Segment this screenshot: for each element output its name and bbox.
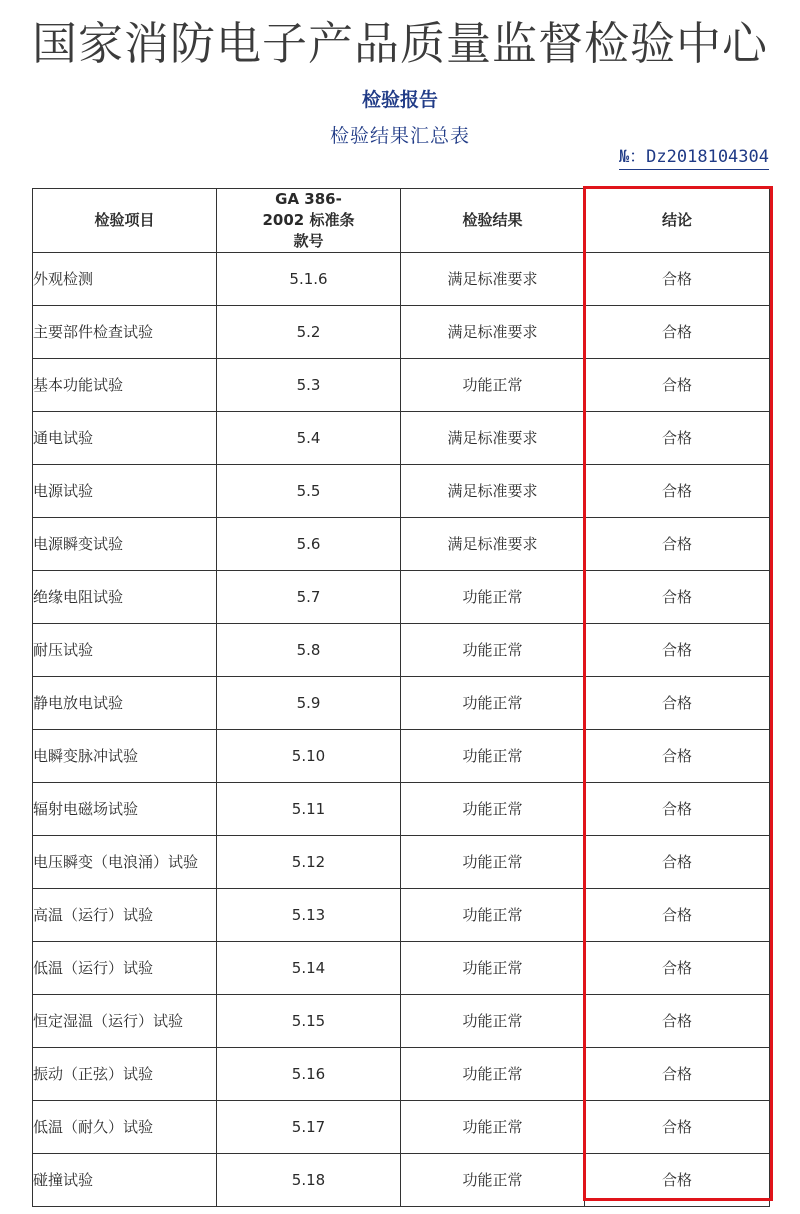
verdict-cell: 合格 xyxy=(585,359,770,412)
verdict-cell: 合格 xyxy=(585,1048,770,1101)
result-cell: 满足标准要求 xyxy=(401,412,585,465)
result-cell: 功能正常 xyxy=(401,889,585,942)
item-cell: 电源试验 xyxy=(33,465,217,518)
verdict-cell: 合格 xyxy=(585,306,770,359)
results-summary-table xyxy=(32,188,770,1207)
table-row xyxy=(33,624,770,677)
table-row xyxy=(33,942,770,995)
verdict-cell: 合格 xyxy=(585,412,770,465)
item-cell: 电瞬变脉冲试验 xyxy=(33,730,217,783)
result-cell: 功能正常 xyxy=(401,836,585,889)
item-cell: 振动（正弦）试验 xyxy=(33,1048,217,1101)
result-cell: 功能正常 xyxy=(401,942,585,995)
verdict-cell: 合格 xyxy=(585,465,770,518)
table-row xyxy=(33,306,770,359)
clause-cell: 5.3 xyxy=(217,359,401,412)
report-subtitle: 检验报告 xyxy=(361,89,438,111)
item-cell: 外观检测 xyxy=(33,253,217,306)
page-title: 国家消防电子产品质量监督检验中心 xyxy=(31,17,768,70)
result-cell: 功能正常 xyxy=(401,359,585,412)
item-cell: 恒定湿温（运行）试验 xyxy=(33,995,217,1048)
table-row xyxy=(33,412,770,465)
result-cell: 功能正常 xyxy=(401,730,585,783)
table-row xyxy=(33,783,770,836)
result-cell: 功能正常 xyxy=(401,1048,585,1101)
item-cell: 高温（运行）试验 xyxy=(33,889,217,942)
verdict-cell: 合格 xyxy=(585,1101,770,1154)
col-header-verdict: 结论 xyxy=(585,189,770,253)
item-cell: 静电放电试验 xyxy=(33,677,217,730)
result-cell: 功能正常 xyxy=(401,1154,585,1207)
clause-cell: 5.4 xyxy=(217,412,401,465)
clause-cell: 5.1.6 xyxy=(217,253,401,306)
clause-cell: 5.17 xyxy=(217,1101,401,1154)
verdict-cell: 合格 xyxy=(585,624,770,677)
clause-cell: 5.9 xyxy=(217,677,401,730)
clause-cell: 5.18 xyxy=(217,1154,401,1207)
table-row xyxy=(33,359,770,412)
table-row xyxy=(33,836,770,889)
item-cell: 电压瞬变（电浪涌）试验 xyxy=(33,836,217,889)
col-header-item: 检验项目 xyxy=(33,189,217,253)
item-cell: 辐射电磁场试验 xyxy=(33,783,217,836)
table-row xyxy=(33,253,770,306)
verdict-cell: 合格 xyxy=(585,836,770,889)
col-header-clause: GA 386-2002 标准条款号 xyxy=(217,189,401,253)
table-row xyxy=(33,571,770,624)
verdict-cell: 合格 xyxy=(585,571,770,624)
table-row xyxy=(33,677,770,730)
result-cell: 满足标准要求 xyxy=(401,306,585,359)
table-row xyxy=(33,1048,770,1101)
verdict-cell: 合格 xyxy=(585,518,770,571)
table-header-row xyxy=(33,189,770,253)
item-cell: 电源瞬变试验 xyxy=(33,518,217,571)
result-cell: 功能正常 xyxy=(401,571,585,624)
item-cell: 通电试验 xyxy=(33,412,217,465)
item-cell: 基本功能试验 xyxy=(33,359,217,412)
verdict-cell: 合格 xyxy=(585,783,770,836)
result-cell: 功能正常 xyxy=(401,995,585,1048)
verdict-cell: 合格 xyxy=(585,889,770,942)
item-cell: 主要部件检查试验 xyxy=(33,306,217,359)
clause-cell: 5.11 xyxy=(217,783,401,836)
result-cell: 满足标准要求 xyxy=(401,518,585,571)
verdict-cell: 合格 xyxy=(585,1154,770,1207)
verdict-cell: 合格 xyxy=(585,995,770,1048)
result-cell: 功能正常 xyxy=(401,624,585,677)
clause-cell: 5.12 xyxy=(217,836,401,889)
table-row xyxy=(33,889,770,942)
table-row xyxy=(33,1154,770,1207)
col-header-result: 检验结果 xyxy=(401,189,585,253)
item-cell: 碰撞试验 xyxy=(33,1154,217,1207)
clause-cell: 5.2 xyxy=(217,306,401,359)
clause-cell: 5.6 xyxy=(217,518,401,571)
verdict-cell: 合格 xyxy=(585,253,770,306)
item-cell: 耐压试验 xyxy=(33,624,217,677)
table-row xyxy=(33,1101,770,1154)
item-cell: 低温（运行）试验 xyxy=(33,942,217,995)
table-row xyxy=(33,730,770,783)
result-cell: 功能正常 xyxy=(401,783,585,836)
clause-cell: 5.15 xyxy=(217,995,401,1048)
verdict-cell: 合格 xyxy=(585,677,770,730)
item-cell: 低温（耐久）试验 xyxy=(33,1101,217,1154)
clause-cell: 5.5 xyxy=(217,465,401,518)
clause-cell: 5.8 xyxy=(217,624,401,677)
table-title: 检验结果汇总表 xyxy=(329,125,470,147)
clause-cell: 5.16 xyxy=(217,1048,401,1101)
table-row xyxy=(33,465,770,518)
result-cell: 满足标准要求 xyxy=(401,465,585,518)
table-row xyxy=(33,995,770,1048)
clause-cell: 5.13 xyxy=(217,889,401,942)
result-cell: 功能正常 xyxy=(401,1101,585,1154)
item-cell: 绝缘电阻试验 xyxy=(33,571,217,624)
result-cell: 功能正常 xyxy=(401,677,585,730)
clause-cell: 5.7 xyxy=(217,571,401,624)
clause-cell: 5.14 xyxy=(217,942,401,995)
verdict-cell: 合格 xyxy=(585,730,770,783)
report-number: №：Dz2018104304 xyxy=(619,146,769,170)
table-row xyxy=(33,518,770,571)
result-cell: 满足标准要求 xyxy=(401,253,585,306)
clause-cell: 5.10 xyxy=(217,730,401,783)
verdict-cell: 合格 xyxy=(585,942,770,995)
